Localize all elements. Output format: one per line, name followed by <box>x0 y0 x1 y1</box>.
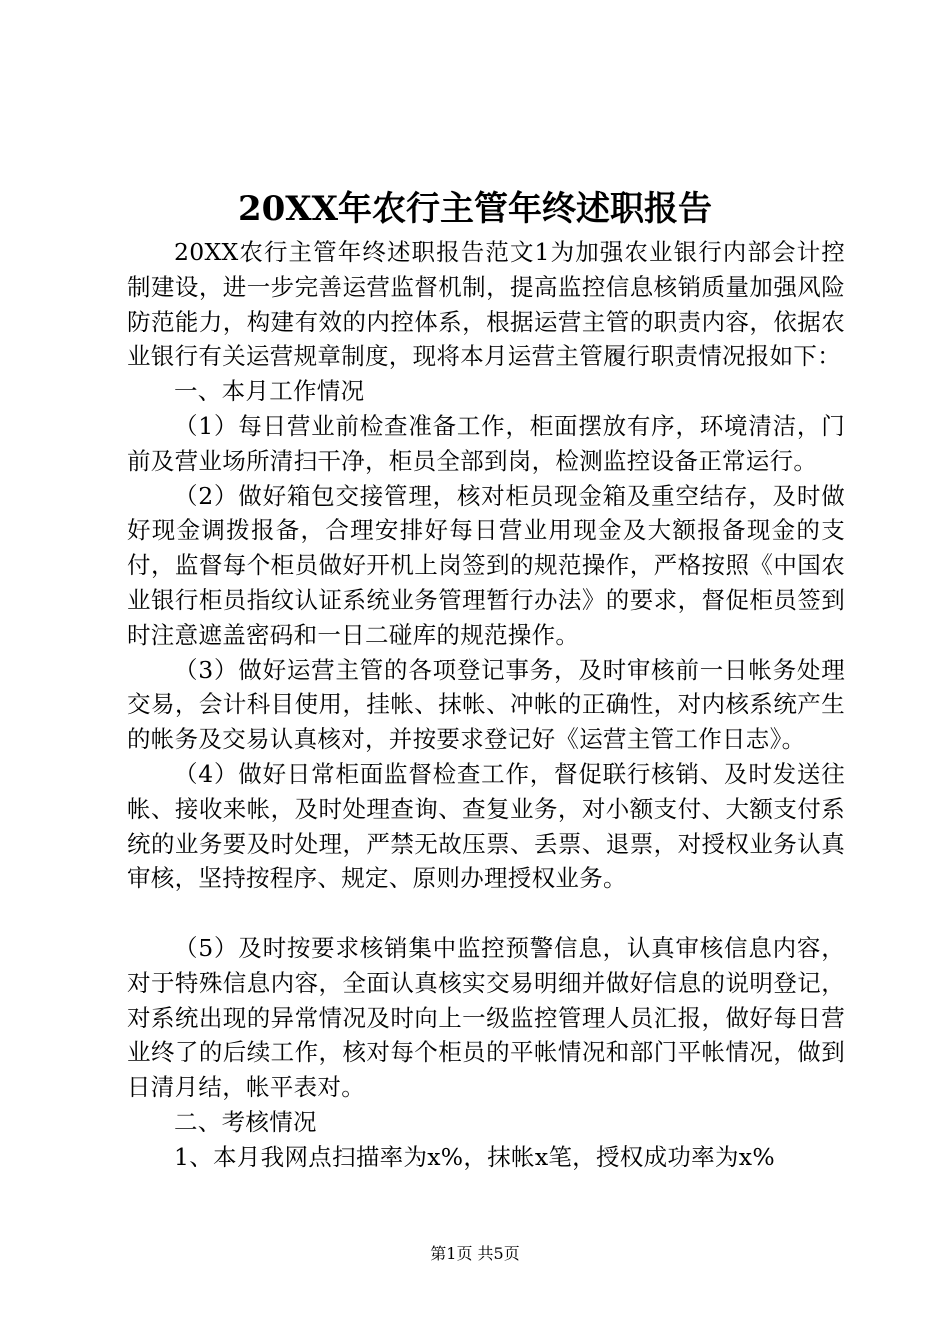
paragraph-item-3: （3）做好运营主管的各项登记事务，及时审核前一日帐务处理交易，会计科目使用，挂帐、抹帐、冲帐的正确性，对内核系统产生的帐务及交易认真核对，并按要求登记好《运营主管工作日志》。 <box>127 655 845 754</box>
paragraph-item-4: （4）做好日常柜面监督检查工作，督促联行核销、及时发送往帐、接收来帐，及时处理查询、查复业务，对小额支付、大额支付系统的业务要及时处理，严禁无故压票、丢票、退票，对授权业务认真审核，坚持按程序、规定、原则办理授权业务。 <box>127 759 845 893</box>
paragraph-item-2: （2）做好箱包交接管理，核对柜员现金箱及重空结存，及时做好现金调拨报备，合理安排好每日营业用现金及大额报备现金的支付，监督每个柜员做好开机上岗签到的规范操作，严格按照《中国农业银行柜员指纹认证系统业务管理暂行办法》的要求，督促柜员签到时注意遮盖密码和一日二碰库的规范操作。 <box>127 481 845 649</box>
paragraph-intro: 20XX农行主管年终述职报告范文1为加强农业银行内部会计控制建设，进一步完善运营监督机制，提高监控信息核销质量加强风险防范能力，构建有效的内控体系，根据运营主管的职责内容，依据农业银行有关运营规章制度，现将本月运营主管履行职责情况报如下： <box>127 238 845 371</box>
paragraph-assessment-1: 1、本月我网点扫描率为x%，抹帐x笔，授权成功率为x% <box>174 1142 775 1171</box>
paragraph-item-5: （5）及时按要求核销集中监控预警信息，认真审核信息内容，对于特殊信息内容，全面认真核实交易明细并做好信息的说明登记，对系统出现的异常情况及时向上一级监控管理人员汇报，做好每日营业终了的后续工作，核对每个柜员的平帐情况和部门平帐情况，做到日清月结，帐平表对。 <box>127 933 845 1102</box>
document-body <box>127 235 845 1175</box>
document-title: 20XX年农行主管年终述职报告 <box>237 189 713 229</box>
page-number: 第1页 共5页 <box>430 1244 520 1263</box>
paragraph-item-1: （1）每日营业前检查准备工作，柜面摆放有序，环境清洁，门前及营业场所清扫干净，柜员全部到岗，检测监控设备正常运行。 <box>127 411 845 475</box>
section-heading-assessment: 二、考核情况 <box>174 1107 317 1136</box>
section-heading-work: 一、本月工作情况 <box>174 377 365 406</box>
